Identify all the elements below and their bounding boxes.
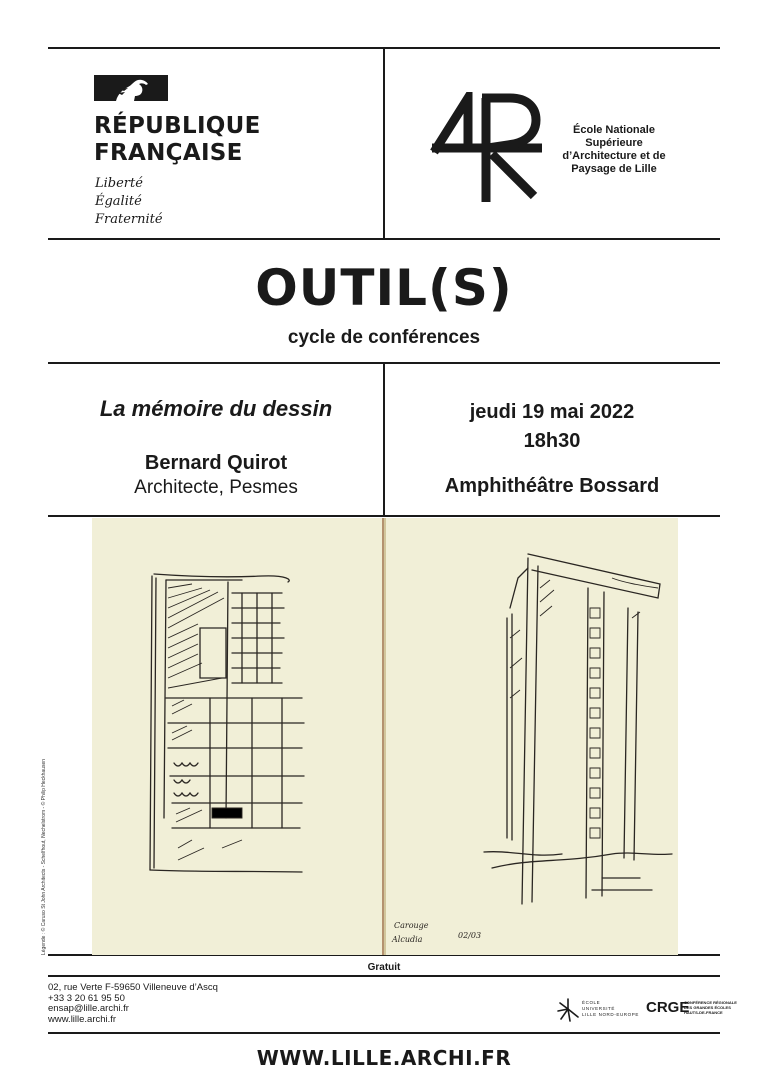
school-name-line: d’Architecture et de xyxy=(562,150,666,162)
marianne-flag-icon xyxy=(94,75,168,101)
republique-name-line: RÉPUBLIQUE xyxy=(94,113,261,139)
divider xyxy=(48,1032,720,1034)
sketch-annotation-date: 02/03 xyxy=(458,931,482,940)
partner-text-line: CONFÉRENCE RÉGIONALE xyxy=(684,1000,737,1005)
republique-motto xyxy=(95,175,163,229)
series-subtitle: cycle de conférences xyxy=(287,327,481,348)
republique-name xyxy=(94,113,261,167)
motto-line: Fraternité xyxy=(95,212,163,227)
series-title: OUTIL(S) xyxy=(255,259,513,317)
school-name xyxy=(548,124,680,176)
divider xyxy=(48,975,720,977)
architectural-sketchbook-image xyxy=(92,518,678,955)
motto-line: Liberté xyxy=(95,176,143,191)
ensapl-ap-logo-icon xyxy=(430,92,542,204)
partner-text xyxy=(582,1000,639,1018)
phone-line: +33 3 20 61 95 50 xyxy=(48,992,125,1004)
admission-label: Gratuit xyxy=(367,962,401,973)
sketch-annotation-place: Alcudia xyxy=(392,935,423,944)
partner-text-line: ÉCOLE xyxy=(582,1000,601,1005)
speaker-role: Architecte, Pesmes xyxy=(134,477,298,498)
partner-text-line: DES GRANDES ÉCOLES xyxy=(684,1005,731,1010)
partner-text-line: HAUTS-DE-FRANCE xyxy=(684,1010,723,1015)
crge-name: CRGE xyxy=(646,999,690,1016)
website-url[interactable]: WWW.LILLE.ARCHI.FR xyxy=(256,1046,512,1070)
universite-lille-logo-icon xyxy=(556,995,580,1023)
motto-line: Égalité xyxy=(95,194,142,209)
divider-vertical xyxy=(383,47,385,239)
school-name-line: Paysage de Lille xyxy=(571,163,657,175)
school-name-line: École Nationale xyxy=(573,124,655,136)
contact-address xyxy=(48,983,218,1025)
event-venue: Amphithéâtre Bossard xyxy=(444,475,660,497)
partner-text-line: UNIVERSITÉ xyxy=(582,1006,616,1011)
event-date: jeudi 19 mai 2022 xyxy=(469,401,635,423)
address-line: 02, rue Verte F-59650 Villeneuve d’Ascq xyxy=(48,982,218,993)
republique-name-line: FRANÇAISE xyxy=(94,140,243,166)
lecture-title: La mémoire du dessin xyxy=(99,396,333,421)
partner-text-line: LILLE NORD-EUROPE xyxy=(582,1012,639,1017)
email-link[interactable]: ensap@lille.archi.fr xyxy=(48,1003,129,1014)
speaker-name: Bernard Quirot xyxy=(144,452,288,474)
website-link[interactable]: www.lille.archi.fr xyxy=(48,1013,117,1025)
universite-lille-logo xyxy=(556,995,639,1023)
crge-text xyxy=(684,1000,737,1015)
sketch-annotation-place: Carouge xyxy=(394,921,429,930)
school-name-line: Supérieure xyxy=(585,137,643,149)
image-credit: Légende : © Caruso St John Architects - Schelfhout, Nechelstrom - © Philip Heckhausen xyxy=(41,758,47,955)
event-time: 18h30 xyxy=(523,430,581,452)
